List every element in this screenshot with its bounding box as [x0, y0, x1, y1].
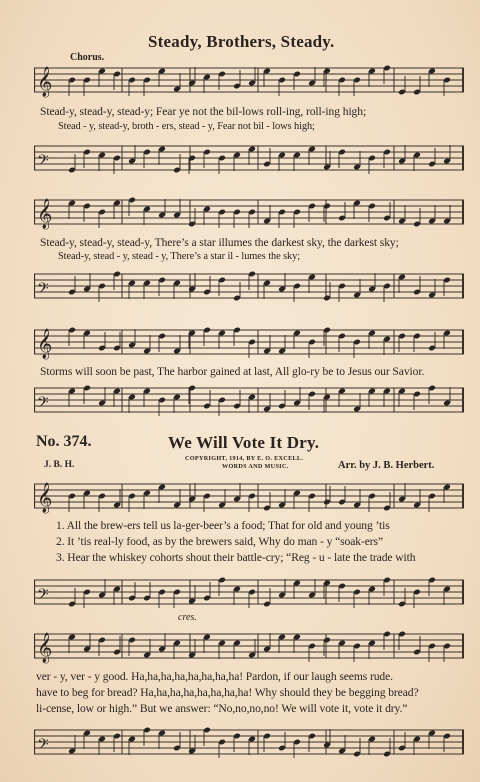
song-title: We Will Vote It Dry.	[168, 433, 320, 452]
lyric-line: Stead - y, stead-y, broth - ers, stead - y, Fear not bil - lows high;	[58, 121, 315, 132]
verse-line: 2. It ’tis real-ly food, as by the brewers said, Why do man - y “soak-ers”	[56, 535, 384, 548]
svg-text:𝄞: 𝄞	[37, 199, 53, 229]
music-staff	[34, 380, 464, 422]
svg-text:𝄢: 𝄢	[37, 394, 49, 415]
dynamic-marking: cres.	[178, 612, 197, 623]
lyric-line: Stead-y, stead-y, stead-y; Fear ye not the bil-lows roll-ing, roll-ing high;	[40, 105, 367, 118]
svg-text:𝄢: 𝄢	[37, 152, 49, 173]
music-staff	[34, 192, 464, 232]
music-staff	[34, 322, 464, 362]
music-staff	[34, 476, 464, 516]
hymn-number: No. 374.	[36, 433, 92, 450]
music-staff	[34, 138, 464, 180]
verse-line: 3. Hear the whiskey cohorts shout their battle-cry; “Reg - u - late the trade with	[56, 551, 416, 564]
copyright-line: COPYRIGHT, 1914, BY E. O. EXCELL.	[185, 455, 304, 462]
verse-line: 1. All the brew-ers tell us la-ger-beer’s a food; That for old and young ’tis	[56, 519, 390, 532]
arranger: Arr. by J. B. Herbert.	[338, 460, 435, 471]
lyric-line: Stead-y, stead - y, stead - y, There’s a star il - lumes the sky;	[58, 251, 301, 262]
svg-text:𝄞: 𝄞	[37, 67, 53, 97]
svg-text:𝄢: 𝄢	[37, 586, 49, 607]
lyric-line: Stead-y, stead-y, stead-y, There’s a star illumes the darkest sky, the darkest sky;	[40, 236, 399, 249]
author: J. B. H.	[44, 460, 75, 470]
section-label: Chorus.	[70, 52, 105, 63]
svg-text:𝄢: 𝄢	[37, 736, 49, 757]
verse-line: ver - y, ver - y good. Ha,ha,ha,ha,ha,ha,ha,ha! Pardon, if our laugh seems rude.	[36, 670, 393, 683]
music-staff	[34, 722, 464, 764]
music-staff	[34, 60, 464, 100]
verse-line: li-cense, low or high.” But we answer: “No,no,no,no! We will vote it, vote it dry.”	[36, 702, 408, 715]
music-staff	[34, 572, 464, 614]
copyright-line: WORDS AND MUSIC.	[222, 463, 289, 470]
svg-text:𝄢: 𝄢	[37, 280, 49, 301]
music-staff	[34, 266, 464, 308]
verse-line: have to beg for bread? Ha,ha,ha,ha,ha,ha,ha,ha! Why should they be begging bread?	[36, 686, 419, 699]
song-title: Steady, Brothers, Steady.	[148, 32, 335, 51]
svg-text:𝄞: 𝄞	[37, 329, 53, 359]
svg-text:𝄞: 𝄞	[37, 633, 53, 663]
music-staff	[34, 626, 464, 666]
svg-text:𝄞: 𝄞	[37, 483, 53, 513]
lyric-line: Storms will soon be past, The harbor gained at last, All glo-ry be to Jesus our Savior.	[40, 365, 425, 378]
